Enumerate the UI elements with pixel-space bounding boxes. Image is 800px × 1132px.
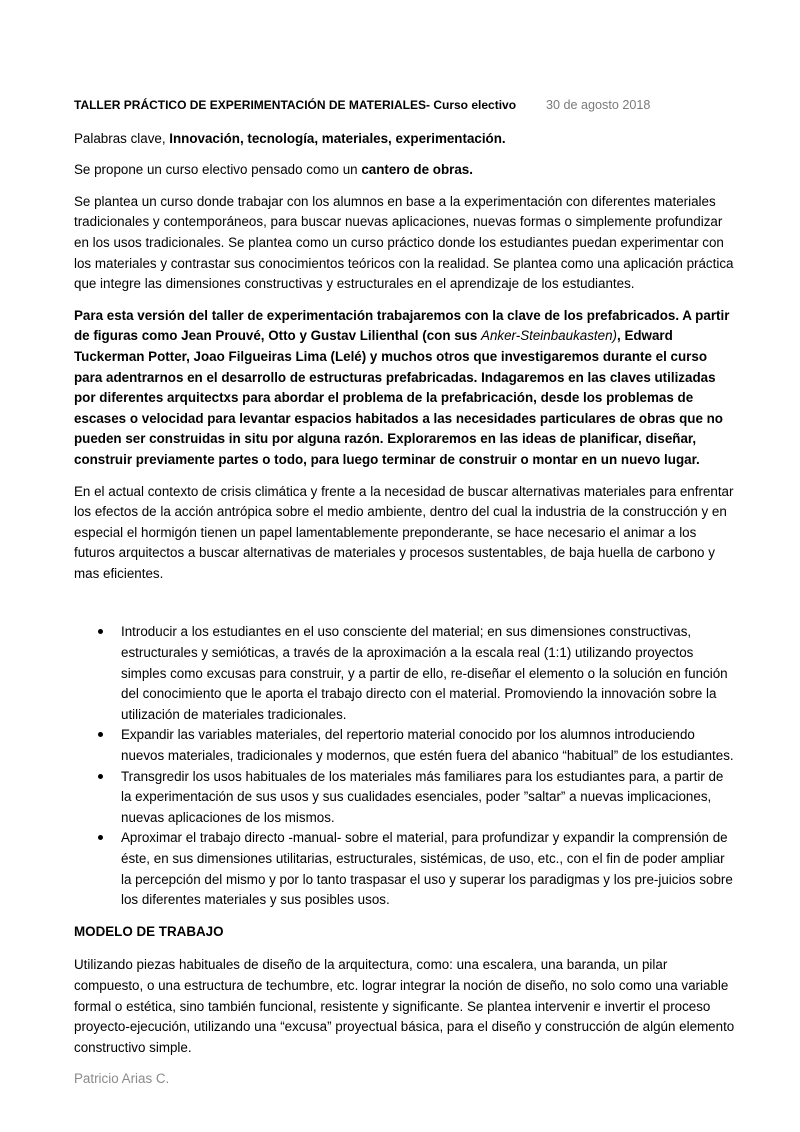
list-item: Transgredir los usos habituales de los materiales más familiares para los estudiantes para, a partir de la experimentación de sus usos y sus cualidades esenciales, poder ”saltar” a nuevas implicaciones, nuevas aplicaciones de los mismos. [74, 767, 736, 829]
proposal-emphasis: cantero de obras. [361, 162, 473, 178]
model-paragraph: Utilizando piezas habituales de diseño de la arquitectura, como: una escalera, una baranda, un pilar compuesto, o una estructura de techumbre, etc. lograr integrar la noción de diseño, no solo como una variable formal o estética, sino también funcional, resistente y significante. Se plantea intervenir e invertir el proceso proyecto-ejecución, utilizando una “excusa” proyectual básica, para el diseño y construcción de algún elemento constructivo simple. [74, 957, 735, 1055]
proposal-line [74, 160, 736, 181]
objectives-list [74, 622, 736, 910]
document-header [74, 95, 736, 116]
section-heading-model: MODELO DE TRABAJO [74, 923, 224, 939]
prefab-italic: Anker-Steinbaukasten) [481, 328, 617, 344]
keywords-value: Innovación, tecnología, materiales, experimentación. [169, 130, 506, 146]
intro-paragraph: Se plantea un curso donde trabajar con los alumnos en base a la experimentación con diferentes materiales tradicionales y contemporáneos, para buscar nuevas aplicaciones, nuevas formas o simplemente profundizar en los usos tradicionales. Se plantea como un curso práctico donde los estudiantes puedan experimentar con los materiales y contrastar sus conocimientos teóricos con la realidad. Se plantea como una aplicación práctica que integre las dimensiones constructivas y estructurales en el aprendizaje de los estudiantes. [74, 193, 734, 292]
context-paragraph: En el actual contexto de crisis climática y frente a la necesidad de buscar alternativas materiales para enfrentar los efectos de la acción antrópica sobre el medio ambiente, dentro del cual la industria de la construcción y en especial el hormigón tienen un papel lamentablemente preponderante, se hace necesario el animar a los futuros arquitectos a buscar alternativas de materiales y procesos sustentables, de baja huella de carbono y mas eficientes. [74, 483, 734, 581]
signature: Patricio Arias C. [74, 1071, 170, 1087]
document-date: 30 de agosto 2018 [546, 98, 651, 112]
document-title: TALLER PRÁCTICO DE EXPERIMENTACIÓN DE MATERIALES- Curso electivo [74, 98, 517, 112]
prefab-paragraph [74, 306, 736, 471]
prefab-part2: , Edward Tuckerman Potter, Joao Filgueiras Lima (Lelé) y muchos otros que investigaremos durante el curso para adentrarnos en el desarrollo de estructuras prefabricadas. Indagaremos en las claves utilizadas por diferentes arquitectxs para abordar el problema de la prefabricación, desde los problemas de escases o velocidad para levantar espacios habitados a las necesidades particulares de obras que no pueden ser construidas in situ por alguna razón. Exploraremos en las ideas de planificar, diseñar, construir previamente partes o todo, para luego terminar de construir o montar en un nuevo lugar. [74, 328, 723, 467]
proposal-text: Se propone un curso electivo pensado como un [74, 162, 362, 178]
document-body [74, 95, 736, 1090]
list-item: Aproximar el trabajo directo -manual- sobre el material, para profundizar y expandir la comprensión de éste, en sus dimensiones utilitarias, estructurales, sistémicas, de uso, etc., con el fin de poder ampliar la percepción del mismo y por lo tanto traspasar el uso y superar los paradigmas y los pre-juicios sobre los diferentes materiales y sus posibles usos. [74, 828, 736, 910]
list-item: Introducir a los estudiantes en el uso consciente del material; en sus dimensiones constructivas, estructurales y semióticas, a través de la aproximación a la escala real (1:1) utilizando proyectos simples como excusas para construir, y a partir de ello, re-diseñar el elemento o la solución en función del conocimiento que le aporta el trabajo directo con el material. Promoviendo la innovación sobre la utilización de materiales tradicionales. [74, 622, 736, 725]
list-item: Expandir las variables materiales, del repertorio material conocido por los alumnos introduciendo nuevos materiales, tradicionales y modernos, que estén fuera del abanico “habitual” de los estudiantes. [74, 725, 736, 766]
spacer [74, 595, 736, 622]
keywords-label: Palabras clave, [74, 130, 170, 146]
keywords-line [74, 129, 736, 150]
prefab-part1: Para esta versión del taller de experimentación trabajaremos con la clave de los prefabricados. A partir de figuras como Jean Prouvé, Otto y Gustav Lilienthal (con sus [74, 307, 730, 344]
